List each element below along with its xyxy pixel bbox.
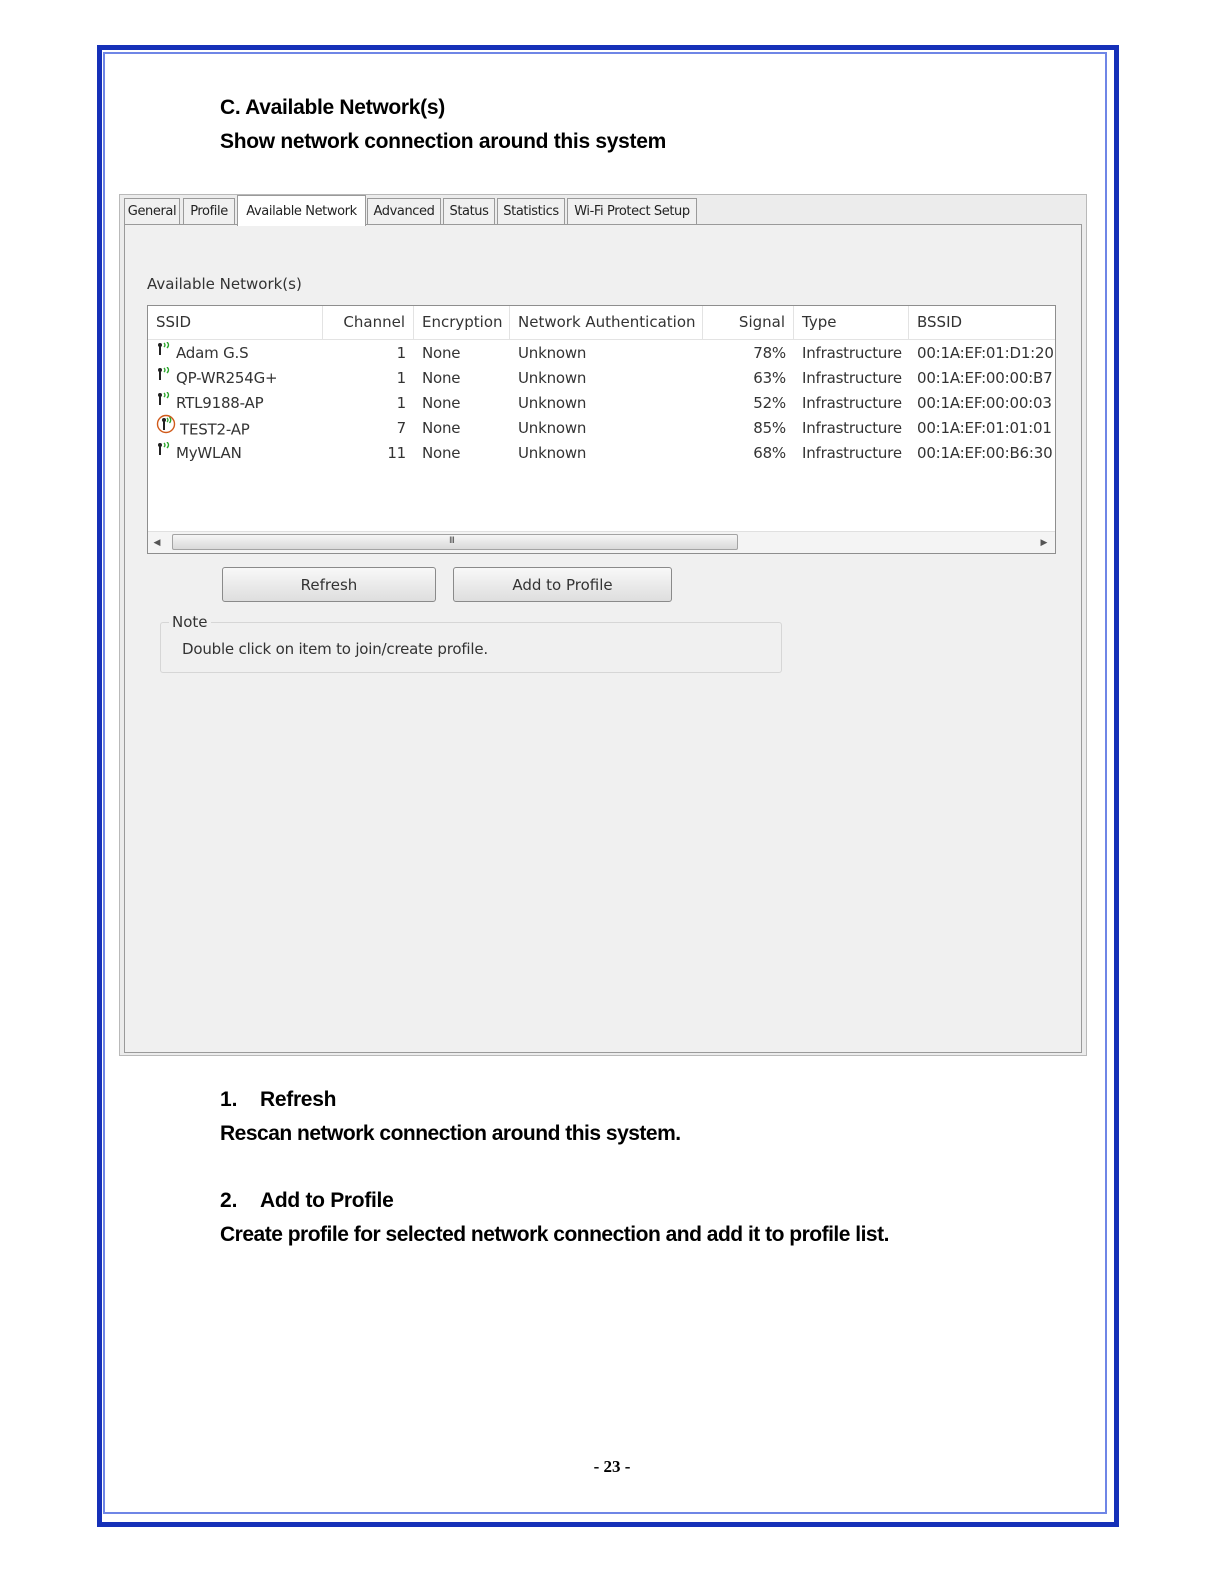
item-heading-refresh: Refresh <box>260 1088 337 1111</box>
network-list[interactable] <box>147 305 1056 554</box>
scrollbar-grip: III <box>449 536 454 546</box>
tab-general[interactable]: General <box>124 198 180 224</box>
note-label: Note <box>169 613 211 631</box>
encryption-cell: None <box>422 444 461 462</box>
signal-cell: 63% <box>753 369 786 387</box>
available-networks-label: Available Network(s) <box>147 275 302 293</box>
list-header <box>148 306 1055 340</box>
tab-profile[interactable]: Profile <box>183 198 235 224</box>
signal-cell: 68% <box>753 444 786 462</box>
column-header-channel[interactable]: Channel <box>323 306 414 339</box>
signal-cell: 85% <box>753 419 786 437</box>
authentication-cell: Unknown <box>518 419 587 437</box>
item-number: 2. <box>220 1189 238 1212</box>
authentication-cell: Unknown <box>518 444 587 462</box>
horizontal-scrollbar[interactable] <box>148 531 1055 554</box>
channel-cell: 1 <box>396 369 406 387</box>
table-row[interactable] <box>148 366 1055 391</box>
bssid-cell: 00:1A:EF:00:00:B7 <box>917 369 1053 387</box>
section-title: C. Available Network(s) <box>220 96 445 119</box>
bssid-cell: 00:1A:EF:00:00:03 <box>917 394 1052 412</box>
authentication-cell: Unknown <box>518 394 587 412</box>
add-to-profile-button[interactable]: Add to Profile <box>453 567 672 602</box>
ssid-cell: QP-WR254G+ <box>176 369 278 387</box>
channel-cell: 1 <box>396 344 406 362</box>
column-header-encryption[interactable]: Encryption <box>414 306 510 339</box>
authentication-cell: Unknown <box>518 344 587 362</box>
bssid-cell: 00:1A:EF:00:B6:30 <box>917 444 1053 462</box>
column-header-ssid[interactable]: SSID <box>148 306 323 339</box>
page-number: - 23 - <box>593 1457 631 1476</box>
bssid-cell: 00:1A:EF:01:01:01 <box>917 419 1052 437</box>
table-row[interactable] <box>148 391 1055 416</box>
scroll-right-arrow-icon[interactable]: ▶ <box>1040 538 1048 548</box>
tab-statistics[interactable]: Statistics <box>497 198 565 224</box>
item-number: 1. <box>220 1088 238 1111</box>
access-point-icon <box>156 364 174 389</box>
column-header-signal[interactable]: Signal <box>703 306 794 339</box>
access-point-icon <box>156 339 174 364</box>
column-header-type[interactable]: Type <box>794 306 909 339</box>
encryption-cell: None <box>422 419 461 437</box>
authentication-cell: Unknown <box>518 369 587 387</box>
ssid-cell: RTL9188-AP <box>176 394 264 412</box>
ssid-cell: TEST2-AP <box>180 420 250 439</box>
type-cell: Infrastructure <box>802 419 902 437</box>
type-cell: Infrastructure <box>802 444 902 462</box>
item-description-add-to-profile: Create profile for selected network connection and add it to profile list. <box>220 1223 889 1246</box>
column-header-bssid[interactable]: BSSID <box>917 313 963 331</box>
type-cell: Infrastructure <box>802 394 902 412</box>
ssid-cell: Adam G.S <box>176 344 249 362</box>
note-text: Double click on item to join/create profile. <box>182 640 488 658</box>
access-point-icon <box>156 389 174 414</box>
signal-cell: 52% <box>753 394 786 412</box>
channel-cell: 11 <box>387 444 406 462</box>
wireless-utility-dialog <box>119 194 1087 1056</box>
tab-advanced[interactable]: Advanced <box>367 198 441 224</box>
type-cell: Infrastructure <box>802 369 902 387</box>
connected-access-point-icon <box>156 414 178 442</box>
encryption-cell: None <box>422 394 461 412</box>
refresh-button[interactable]: Refresh <box>222 567 436 602</box>
table-row[interactable] <box>148 341 1055 366</box>
tab-wifi-protect-setup[interactable]: Wi-Fi Protect Setup <box>567 198 697 224</box>
tab-available-network[interactable]: Available Network <box>237 195 366 226</box>
table-row[interactable] <box>148 441 1055 466</box>
table-row[interactable] <box>148 416 1055 441</box>
access-point-icon <box>156 439 174 464</box>
item-heading-add-to-profile: Add to Profile <box>260 1189 394 1212</box>
tab-bar <box>120 195 1086 225</box>
scrollbar-thumb[interactable] <box>172 534 738 550</box>
channel-cell: 7 <box>396 419 406 437</box>
tab-status[interactable]: Status <box>443 198 495 224</box>
channel-cell: 1 <box>396 394 406 412</box>
available-network-panel <box>124 224 1082 1053</box>
ssid-cell: MyWLAN <box>176 444 242 462</box>
scroll-left-arrow-icon[interactable]: ◀ <box>153 538 161 548</box>
signal-cell: 78% <box>753 344 786 362</box>
type-cell: Infrastructure <box>802 344 902 362</box>
encryption-cell: None <box>422 369 461 387</box>
column-header-network-authentication[interactable]: Network Authentication <box>510 306 703 339</box>
item-description-refresh: Rescan network connection around this system. <box>220 1122 681 1145</box>
bssid-cell: 00:1A:EF:01:D1:20 <box>917 344 1054 362</box>
section-subtitle: Show network connection around this system <box>220 130 666 153</box>
encryption-cell: None <box>422 344 461 362</box>
